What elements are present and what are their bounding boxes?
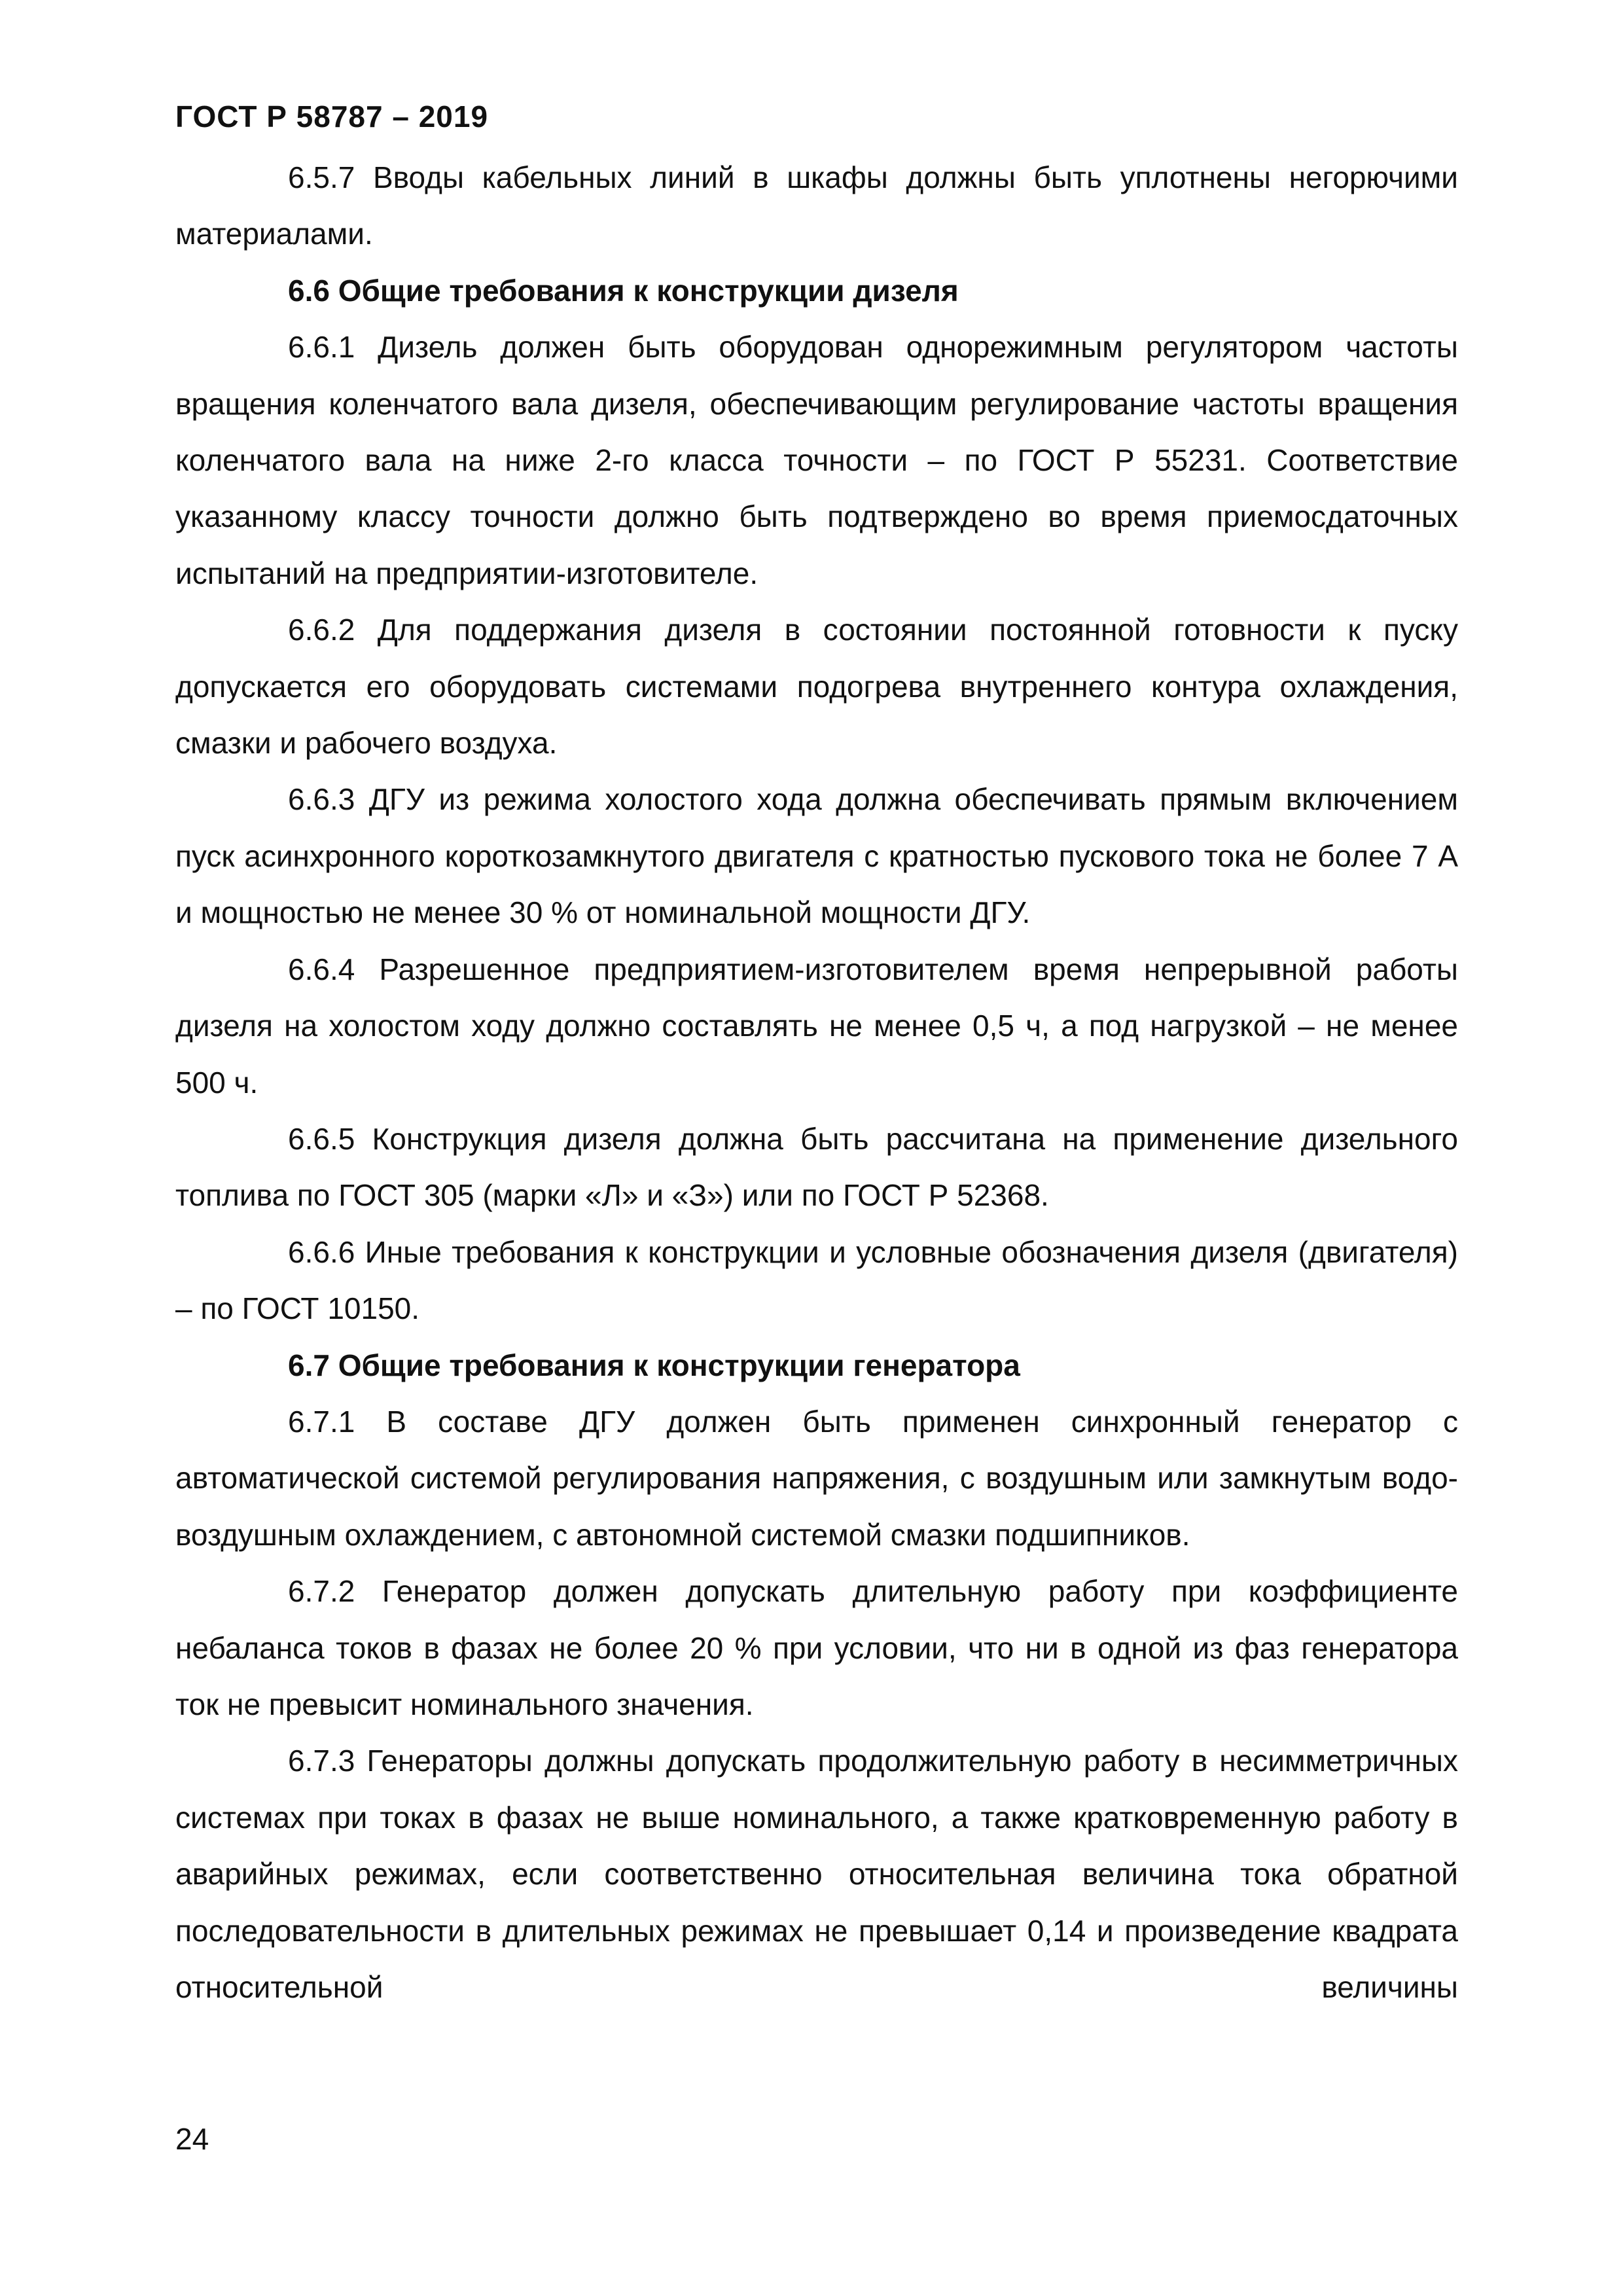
paragraph-6-6-4: 6.6.4 Разрешенное предприятием-изготовителем время непрерывной работы дизеля на холостом ходу должно составлять не менее 0,5 ч, а под нагрузкой – не менее 500 ч. (175, 952, 1458, 1100)
page-number: 24 (175, 2122, 209, 2156)
paragraph-6-7-3: 6.7.3 Генераторы должны допускать продолжительную работу в несимметричных системах при токах в фазах не выше номинального, а также кратковременную работу в аварийных режимах, если соответственно относительная величина тока обратной последовательности в длительных режимах не превышает 0,14 и произведение квадрата относительной величины (175, 1744, 1458, 2004)
paragraph-6-7-2: 6.7.2 Генератор должен допускать длительную работу при коэффициенте небаланса токов в фазах не более 20 % при условии, что ни в одной из фаз генератора ток не превысит номинального значения. (175, 1574, 1458, 1721)
document-header: ГОСТ Р 58787 – 2019 (175, 99, 489, 134)
paragraph-6-5-7: 6.5.7 Вводы кабельных линий в шкафы должны быть уплотнены негорючими материалами. (175, 160, 1458, 251)
paragraph-6-6-1: 6.6.1 Дизель должен быть оборудован однорежимным регулятором частоты вращения коленчатого вала дизеля, обеспечивающим регулирование частоты вращения коленчатого вала на ниже 2-го класса точности – по ГОСТ Р 55231. Соответствие указанному классу точности должно быть подтверждено во время приемосдаточных испытаний на предприятии-изготовителе. (175, 330, 1458, 590)
section-heading-6-7: 6.7 Общие требования к конструкции генератора (288, 1348, 1020, 1382)
paragraph-6-6-2: 6.6.2 Для поддержания дизеля в состоянии постоянной готовности к пуску допускается его оборудовать системами подогрева внутреннего контура охлаждения, смазки и рабочего воздуха. (175, 613, 1458, 761)
paragraph-6-6-5: 6.6.5 Конструкция дизеля должна быть рассчитана на применение дизельного топлива по ГОСТ 305 (марки «Л» и «З») или по ГОСТ Р 52368. (175, 1121, 1458, 1213)
paragraph-6-6-3: 6.6.3 ДГУ из режима холостого хода должна обеспечивать прямым включением пуск асинхронного короткозамкнутого двигателя с кратностью пускового тока не более 7 А и мощностью не менее 30 % от номинальной мощности ДГУ. (175, 782, 1458, 930)
paragraph-6-7-1: 6.7.1 В составе ДГУ должен быть применен синхронный генератор с автоматической системой регулирования напряжения, с воздушным или замкнутым водо-воздушным охлаждением, с автономной системой смазки подшипников. (175, 1404, 1458, 1552)
section-heading-6-6: 6.6 Общие требования к конструкции дизеля (288, 273, 959, 308)
paragraph-6-6-6: 6.6.6 Иные требования к конструкции и условные обозначения дизеля (двигателя) – по ГОСТ 10150. (175, 1234, 1458, 1326)
document-body (175, 149, 1458, 2015)
